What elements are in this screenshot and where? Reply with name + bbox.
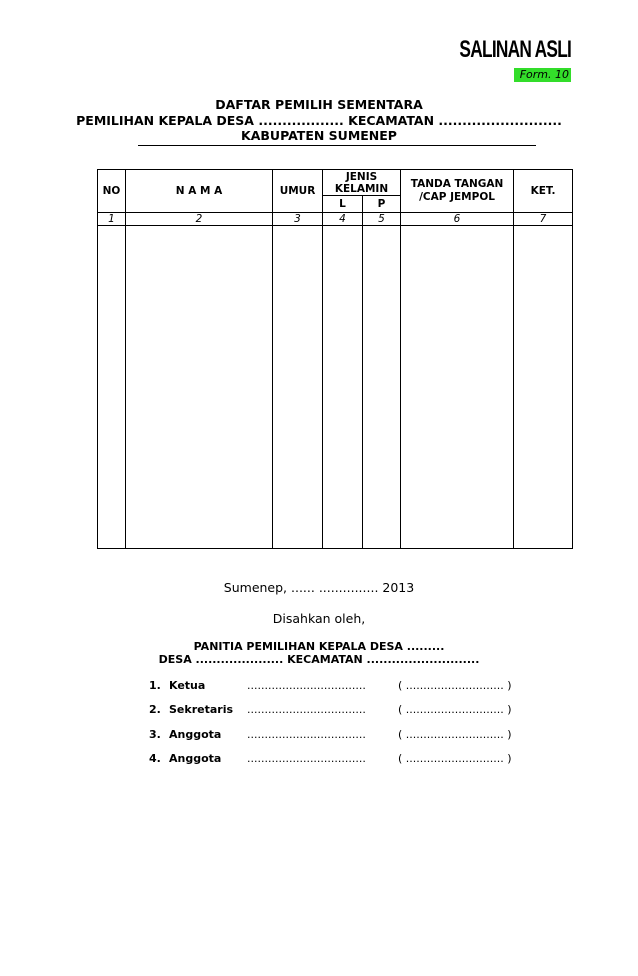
table-cell-p	[363, 226, 401, 549]
signatory-role: Anggota	[169, 752, 222, 765]
approved-by: Disahkan oleh,	[272, 611, 366, 626]
signatory-number: 4.	[149, 752, 161, 765]
column-number: 2	[126, 213, 273, 226]
header-jenis-kelamin: JENIS KELAMIN	[323, 170, 401, 196]
table-cell-umur	[273, 226, 323, 549]
document-title: DAFTAR PEMILIH SEMENTARA	[215, 97, 423, 112]
column-number: 5	[363, 213, 401, 226]
signatory-name: ( ............................ )	[398, 679, 512, 692]
place-date: Sumenep, ...... ............... 2013	[223, 580, 415, 595]
column-number: 6	[401, 213, 514, 226]
stamp-salinan-asli: SALINAN ASLI	[459, 36, 571, 63]
header-p: P	[363, 196, 401, 213]
header-tanda-tangan: TANDA TANGAN /CAP JEMPOL	[401, 170, 514, 213]
header-umur: UMUR	[273, 170, 323, 213]
table-cell-ket	[514, 226, 573, 549]
column-number: 4	[323, 213, 363, 226]
signatory-name: ( ............................ )	[398, 703, 512, 716]
signature-dots: ..................................	[247, 679, 366, 692]
signature-dots: ..................................	[247, 752, 366, 765]
signatory-role: Ketua	[169, 679, 206, 692]
signatory-number: 2.	[149, 703, 161, 716]
table-row	[98, 226, 573, 549]
header-ket: KET.	[514, 170, 573, 213]
table-cell-tanda	[401, 226, 514, 549]
column-number: 1	[98, 213, 126, 226]
table-cell-no	[98, 226, 126, 549]
document-regency: KABUPATEN SUMENEP	[241, 128, 397, 143]
signature-dots: ..................................	[247, 703, 366, 716]
title-underline	[138, 145, 536, 146]
signature-dots: ..................................	[247, 728, 366, 741]
signatory-number: 3.	[149, 728, 161, 741]
column-number: 3	[273, 213, 323, 226]
committee-line-2: DESA ..................... KECAMATAN ...........................	[158, 653, 480, 666]
voter-list-table	[97, 169, 573, 549]
signatory-name: ( ............................ )	[398, 728, 512, 741]
signatory-number: 1.	[149, 679, 161, 692]
header-nama: N A M A	[126, 170, 273, 213]
committee-line-1: PANITIA PEMILIHAN KEPALA DESA .........	[193, 640, 445, 653]
table-cell-nama	[126, 226, 273, 549]
document-subtitle: PEMILIHAN KEPALA DESA .................. KECAMATAN ..........................	[76, 113, 562, 128]
table-cell-l	[323, 226, 363, 549]
column-number: 7	[514, 213, 573, 226]
header-l: L	[323, 196, 363, 213]
header-no: NO	[98, 170, 126, 213]
signatory-role: Anggota	[169, 728, 222, 741]
signatory-name: ( ............................ )	[398, 752, 512, 765]
signatory-role: Sekretaris	[169, 703, 234, 716]
form-number-label: Form. 10	[514, 68, 571, 82]
